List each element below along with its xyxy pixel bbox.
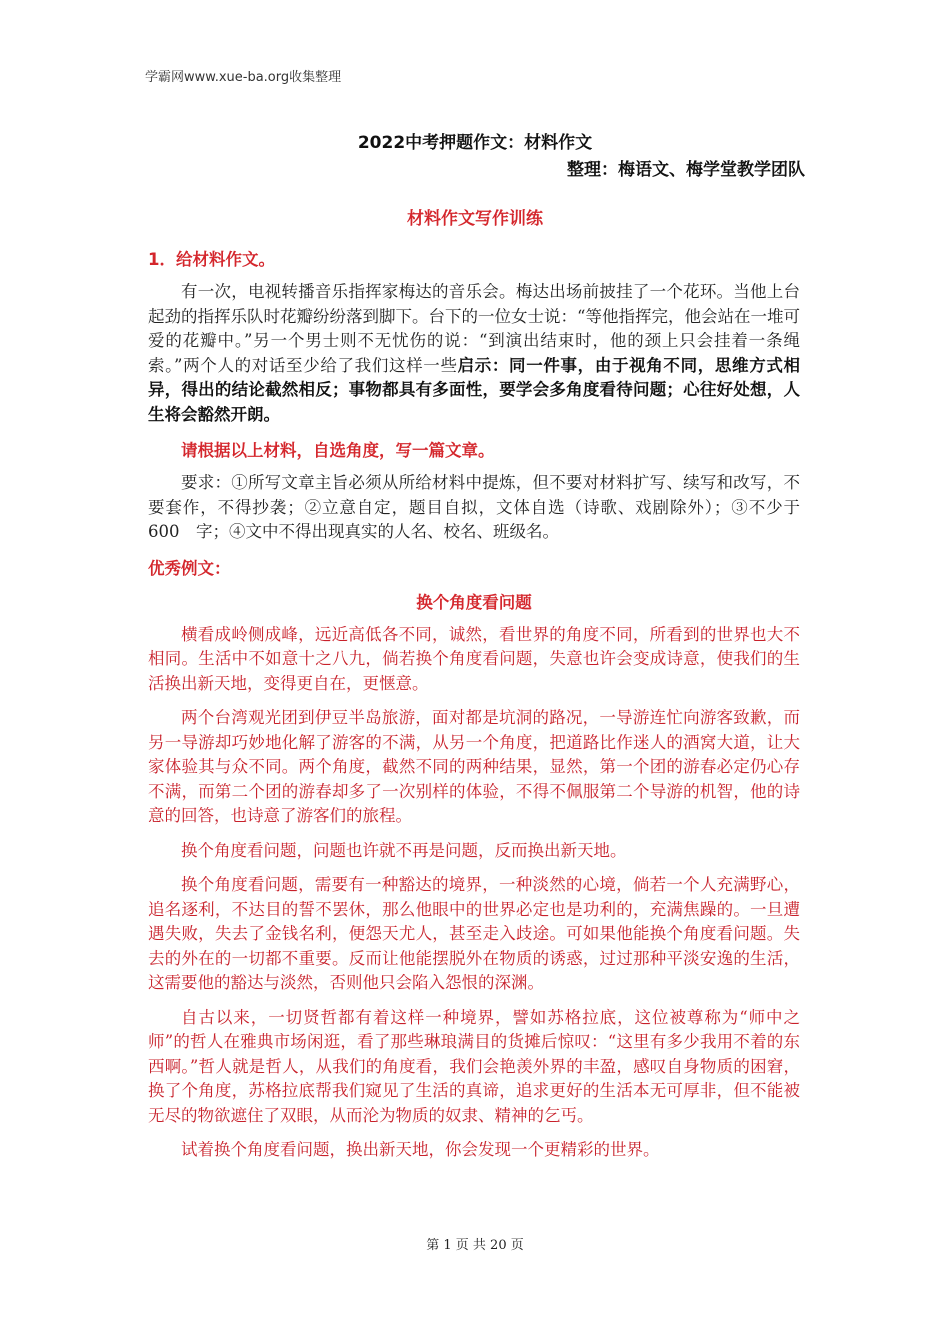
material-insight: 启示：同一件事，由于视角不同，思维方式相异，得出的结论截然相反；事物都具有多面性，要学会多角度看待问题；心往好处想，人生将会豁然开朗。 xyxy=(148,355,801,424)
material-paragraph xyxy=(148,280,800,427)
essay-paragraph: 两个台湾观光团到伊豆半岛旅游，面对都是坑洞的路况，一导游连忙向游客致歉，而另一导游却巧妙地化解了游客的不满，从另一个角度，把道路比作迷人的酒窝大道，让大家体验其与众不同。两个角度，截然不同的两种结果，显然，第一个团的游春必定仍心存不满，而第二个团的游春却多了一次别样的体验，不得不佩服第二个导游的机智，他的诗意的回答，也诗意了游客们的旅程。 xyxy=(148,708,800,825)
task-requirements: 要求：①所写文章主旨必须从所给材料中提炼，但不要对材料扩写、续写和改写，不要套作，不得抄袭；②立意自定，题目自拟，文体自选（诗歌、戏剧除外）；③不少于 600 字；④文中不得出现真实的人名、校名、班级名。 xyxy=(148,473,817,541)
example-label: 优秀例文： xyxy=(148,558,231,578)
document-title: 2022中考押题作文：材料作文 xyxy=(357,133,593,153)
organizer-line: 整理：梅语文、梅学堂教学团队 xyxy=(567,160,805,180)
page-indicator: 第 1 页 共 20 页 xyxy=(426,1238,524,1253)
document-body xyxy=(148,246,817,1173)
essay-paragraph: 换个角度看问题，需要有一种豁达的境界，一种淡然的心境，倘若一个人充满野心，追名逐利，不达目的誓不罢休，那么他眼中的世界必定也是功利的，充满焦躁的。一旦遭遇失败，失去了金钱名利，便怨天尤人，甚至走入歧途。可如果他能换个角度看问题。失去的外在的一切都不重要。反而让他能摆脱外在物质的诱惑，过过那种平淡安逸的生活，这需要他的豁达与淡然，否则他只会陷入怨恨的深渊。 xyxy=(148,875,800,992)
material-text: 有一次，电视转播音乐指挥家梅达的音乐会。梅达出场前披挂了一个花环。当他上台起劲的指挥乐队时花瓣纷纷落到脚下。台下的一位女士说：“等他指挥完，他会站在一堆可爱的花瓣中。”另一个男士则不无忧伤的说：“到演出结束时，他的颈上只会挂着一条绳索。”两个人的对话至少给了我们这样一些 xyxy=(148,282,800,375)
essay-paragraph: 换个角度看问题，问题也许就不再是问题，反而换出新天地。 xyxy=(181,840,627,860)
task-instruction: 请根据以上材料，自选角度，写一篇文章。 xyxy=(181,441,495,460)
essay-paragraph: 试着换个角度看问题，换出新天地，你会发现一个更精彩的世界。 xyxy=(181,1140,660,1159)
essay-paragraph: 横看成岭侧成峰，远近高低各不同，诚然，看世界的角度不同，所看到的世界也大不相同。生活中不如意十之八九，倘若换个角度看问题，失意也许会变成诗意，使我们的生活换出新天地，变得更自在，更惬意。 xyxy=(148,624,800,693)
essay-title: 换个角度看问题 xyxy=(416,592,532,612)
header-note: 学霸网www.xue-ba.org收集整理 xyxy=(145,70,342,85)
task-heading: 1．给材料作文。 xyxy=(148,250,275,269)
section-heading: 材料作文写作训练 xyxy=(407,209,543,229)
essay-paragraph: 自古以来，一切贤哲都有着这样一种境界，譬如苏格拉底，这位被尊称为“师中之师”的哲人在雅典市场闲逛，看了那些琳琅满目的货摊后惊叹：“这里有多少我用不着的东西啊。”哲人就是哲人，从我们的角度看，我们会艳羡外界的丰盈，感叹自身物质的困窘，换了个角度，苏格拉底帮我们窥见了生活的真谛，追求更好的生活本无可厚非，但不能被无尽的物欲遮住了双眼，从而沦为物质的奴隶、精神的乞丐。 xyxy=(148,1007,800,1125)
